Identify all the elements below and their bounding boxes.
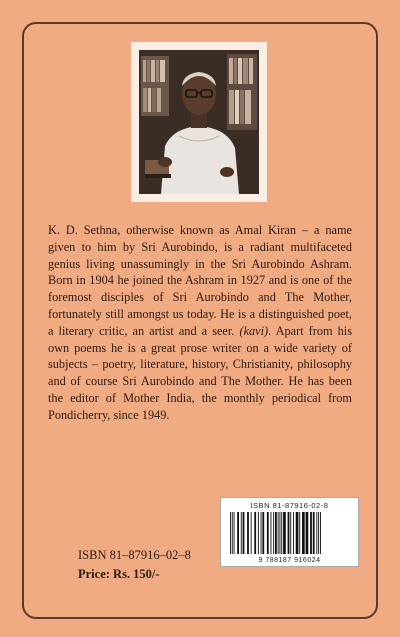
author-photo-mount <box>131 42 267 202</box>
author-biography <box>48 222 352 424</box>
barcode-bar <box>320 512 321 554</box>
barcode-bar <box>296 512 299 554</box>
barcode-bar <box>237 512 239 554</box>
barcode-bar <box>230 512 231 554</box>
barcode-bar <box>251 512 252 554</box>
barcode-digits: 9 788187 916024 <box>258 557 321 564</box>
barcode-bar <box>232 512 233 554</box>
barcode-bar <box>254 512 256 554</box>
barcode-bar <box>313 512 315 554</box>
barcode-bar <box>271 512 272 554</box>
barcode-bar <box>281 512 282 554</box>
barcode-bar <box>310 512 312 554</box>
barcode-bar <box>293 512 294 554</box>
barcode-bar <box>306 512 309 554</box>
barcode-bar <box>267 512 269 554</box>
barcode-bar <box>302 512 305 554</box>
barcode-bar <box>261 512 262 554</box>
barcode-bar <box>280 512 281 554</box>
barcode-bar <box>278 512 279 554</box>
author-photo <box>139 50 259 194</box>
barcode-bar <box>234 512 235 554</box>
price: Price: Rs. 150/- <box>78 567 160 581</box>
barcode-bar <box>273 512 274 554</box>
barcode-bar <box>243 512 245 554</box>
barcode-bars <box>230 512 351 554</box>
barcode-bar <box>241 512 242 554</box>
barcode-bar <box>275 512 277 554</box>
barcode-label <box>220 497 359 567</box>
barcode-bar <box>283 512 286 554</box>
barcode-bar <box>318 512 319 554</box>
barcode-bar <box>316 512 317 554</box>
barcode-isbn-text: ISBN 81-87916-02-8 <box>250 501 329 510</box>
author-photo-illustration <box>139 50 259 194</box>
barcode-bar <box>288 512 290 554</box>
isbn-number: ISBN 81–87916–02–8 <box>78 548 191 562</box>
barcode-bar <box>258 512 259 554</box>
bio-text-kavi: (kavi) <box>239 323 269 338</box>
barcode-bar <box>262 512 264 554</box>
bio-text-part1: K. D. Sethna, otherwise known as Amal Kiran – a name given to him by Sri Aurobindo, is a radiant multifaceted genius living unassumingly in the Sri Aurobindo Ashram. Born in 1904 he joined the Ashram in 1927 and is one of the foremost disciples of Sri Aurobindo and The Mother, fortunately still amongst us today. He is a distinguished poet, a literary critic, an artist and a seer. <box>48 223 352 338</box>
barcode-bar <box>290 512 291 554</box>
barcode-bar <box>247 512 249 554</box>
barcode-bar <box>299 512 300 554</box>
bio-text-part2: . Apart from his own poems he is a great prose writer on a wide variety of subjects – poetry, literature, history, Christianity, philosophy and of course Sri Aurobindo and The Mother. He has been the editor of Mother India, the monthly periodical from Pondicherry, since 1949. <box>48 323 352 422</box>
